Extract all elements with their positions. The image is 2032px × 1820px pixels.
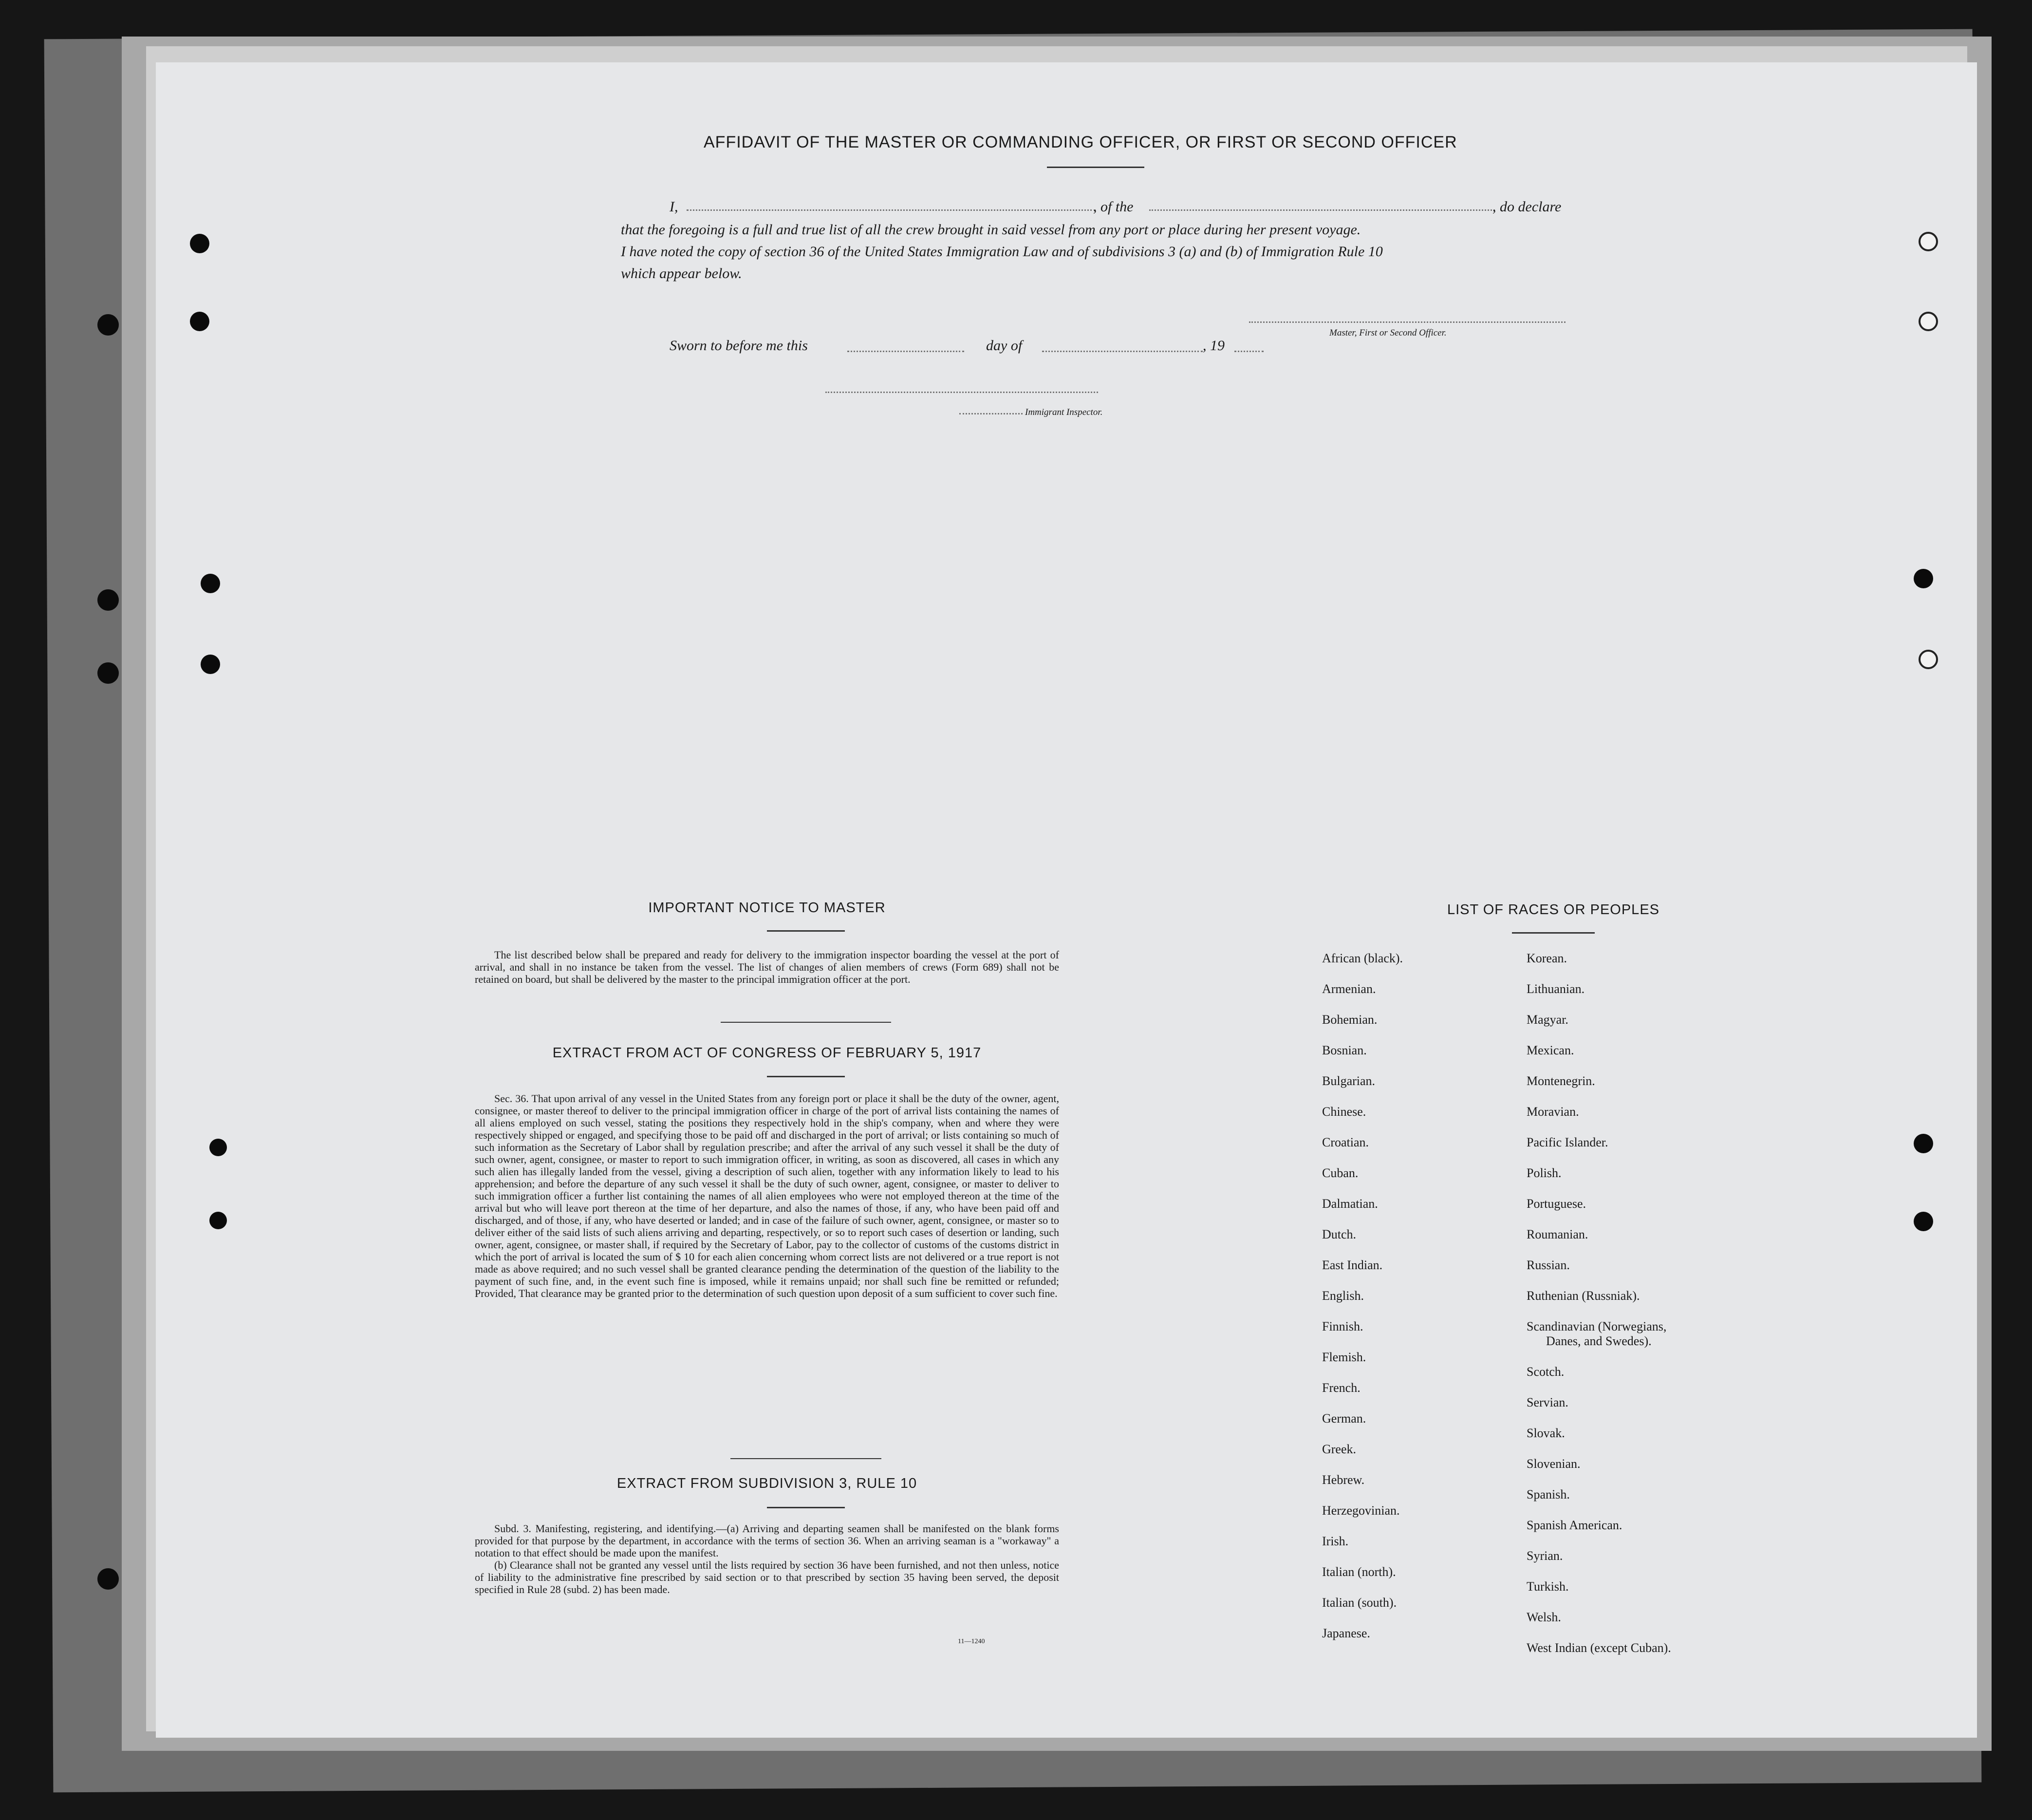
master-name-field[interactable]: [687, 209, 1096, 211]
race-item-left: Chinese.: [1322, 1105, 1366, 1119]
extract-rule-heading: EXTRACT FROM SUBDIVISION 3, RULE 10: [616, 1476, 917, 1491]
race-item-left: Herzegovinian.: [1322, 1503, 1400, 1518]
race-item-left: Bulgarian.: [1322, 1074, 1376, 1088]
inspector-signature-field[interactable]: [825, 392, 1098, 393]
race-item-right: Slovak.: [1527, 1426, 1565, 1440]
race-item-left: Bohemian.: [1322, 1013, 1378, 1027]
binder-hole: [1914, 569, 1933, 588]
race-item-right: Welsh.: [1527, 1610, 1561, 1624]
master-signature-field[interactable]: [1249, 321, 1566, 323]
binder-hole: [201, 574, 220, 593]
race-item-right: Danes, and Swedes).: [1546, 1334, 1652, 1348]
binder-hole: [1914, 1212, 1933, 1231]
race-item-left: English.: [1322, 1289, 1364, 1303]
extract-rule-text: [475, 1522, 1059, 1595]
affidavit-line-2: that the foregoing is a full and true list of all the crew brought in said vessel from any port or place during her present voyage.: [621, 222, 1361, 238]
day-of-label: day of: [986, 338, 1023, 354]
vessel-name-field[interactable]: [1149, 209, 1495, 211]
extract-act-text: Sec. 36. That upon arrival of any vessel in the United States from any foreign port or place it shall be the duty of the owner, agent, consignee, or master thereof to deliver to the principal immigration officer in charge of the port of arrival lists containing the names of all aliens employed on such vessel, stating the positions they respectively hold in the ship's company, when and where they were respectively shipped or engaged, and specifying those to be paid off and discharged in the port of arrival; or lists containing so much of such information as the Secretary of Labor shall by regulation prescribe; and after the arrival of any such vessel it shall be the duty of such owner, agent, consignee, or master to report to such immigration officer, in writing, as soon as discovered, all cases in which any such alien has illegally landed from the vessel, giving a description of such alien, together with any information likely to lead to his apprehension; and before the departure of any such vessel it shall be the duty of such owner, agent, consignee, or master to deliver to such immigration officer a further list containing the names of all alien employees who were not employed thereon at the time of the arrival but who will leave port thereon at the time of her departure, and also the names of those, if any, who have been paid off and discharged, and of those, if any, who have deserted or landed; and in case of the failure of such owner, agent, consignee, or master so to deliver either of the said lists of such aliens arriving and departing, respectively, or so to report such cases of desertion or landing, such owner, agent, consignee, or master shall, if required by the Secretary of Labor, pay to the collector of customs of the customs district in which the port of arrival is located the sum of $ 10 for each alien concerning whom correct lists are not delivered or a true report is not made as above required; and no such vessel shall be granted clearance pending the determination of the question of the liability to the payment of such fine, and, in the event such fine is imposed, while it remains unpaid; nor shall such fine be remitted or refunded; Provided, That clearance may be granted prior to the determination of such question upon deposit of a sum sufficient to cover such fine.: [475, 1092, 1059, 1299]
sworn-year-field[interactable]: [1234, 351, 1264, 352]
divider: [730, 1458, 881, 1459]
affidavit-declare-label: , do declare: [1492, 199, 1562, 215]
race-item-left: Irish.: [1322, 1534, 1349, 1548]
binder-hole: [1919, 232, 1938, 251]
binder-hole: [1914, 1134, 1933, 1153]
race-item-left: East Indian.: [1322, 1258, 1383, 1272]
divider: [1047, 167, 1144, 168]
binder-hole: [97, 314, 119, 336]
race-item-left: Dalmatian.: [1322, 1197, 1378, 1211]
divider: [721, 1022, 891, 1023]
binder-hole: [190, 312, 209, 331]
affidavit-of-label: , of the: [1093, 199, 1134, 215]
binder-hole: [190, 234, 209, 253]
divider: [767, 1076, 845, 1077]
affidavit-i-label: I,: [670, 199, 678, 215]
sworn-day-field[interactable]: [847, 351, 964, 352]
race-item-left: Hebrew.: [1322, 1473, 1365, 1487]
race-item-left: Cuban.: [1322, 1166, 1359, 1180]
binder-hole: [209, 1212, 227, 1229]
race-item-right: Korean.: [1527, 951, 1567, 965]
race-item-right: Polish.: [1527, 1166, 1562, 1180]
race-item-left: German.: [1322, 1411, 1366, 1426]
race-item-right: Montenegrin.: [1527, 1074, 1595, 1088]
race-item-right: Syrian.: [1527, 1549, 1563, 1563]
race-item-right: Spanish American.: [1527, 1518, 1622, 1532]
race-item-right: Scotch.: [1527, 1365, 1565, 1379]
race-item-right: West Indian (except Cuban).: [1527, 1641, 1671, 1655]
race-item-right: Servian.: [1527, 1395, 1568, 1409]
inspector-caption: Immigrant Inspector.: [1025, 407, 1103, 417]
affidavit-line-4: which appear below.: [621, 265, 742, 281]
race-item-right: Roumanian.: [1527, 1227, 1588, 1241]
binder-hole: [97, 1568, 119, 1590]
race-item-right: Lithuanian.: [1527, 982, 1585, 996]
race-item-right: Moravian.: [1527, 1105, 1579, 1119]
notice-heading: IMPORTANT NOTICE TO MASTER: [648, 900, 886, 916]
divider: [767, 930, 845, 932]
binder-hole: [97, 589, 119, 611]
divider: [767, 1507, 845, 1508]
race-item-right: Russian.: [1527, 1258, 1570, 1272]
notice-text: The list described below shall be prepared and ready for delivery to the immigration inspector boarding the vessel at the port of arrival, and shall in no instance be taken from the vessel. The list of changes of alien members of crews (Form 689) shall not be retained on board, but shall be delivered by the master to the principal immigration officer at the port.: [475, 949, 1059, 985]
sworn-label: Sworn to before me this: [670, 338, 808, 354]
race-item-left: French.: [1322, 1381, 1361, 1395]
race-item-left: Armenian.: [1322, 982, 1376, 996]
race-item-left: Finnish.: [1322, 1319, 1363, 1333]
binder-hole: [201, 655, 220, 674]
affidavit-title: AFFIDAVIT OF THE MASTER OR COMMANDING OFFICER, OR FIRST OR SECOND OFFICER: [704, 133, 1457, 151]
binder-hole: [1919, 312, 1938, 331]
race-item-left: Croatian.: [1322, 1135, 1369, 1149]
race-item-right: Ruthenian (Russniak).: [1527, 1289, 1640, 1303]
race-item-right: Scandinavian (Norwegians,: [1527, 1319, 1667, 1333]
race-item-left: Greek.: [1322, 1442, 1357, 1456]
race-item-left: Japanese.: [1322, 1626, 1370, 1640]
races-heading: LIST OF RACES OR PEOPLES: [1447, 902, 1660, 918]
race-item-right: Spanish.: [1527, 1487, 1570, 1501]
manifest-page: [156, 62, 1977, 1738]
race-item-left: Italian (north).: [1322, 1565, 1396, 1579]
race-item-left: Italian (south).: [1322, 1595, 1397, 1610]
race-item-left: Bosnian.: [1322, 1043, 1367, 1057]
race-item-left: African (black).: [1322, 951, 1403, 965]
master-signature-caption: Master, First or Second Officer.: [1329, 328, 1447, 338]
race-item-right: Magyar.: [1527, 1013, 1568, 1027]
extract-rule-para-b: (b) Clearance shall not be granted any vessel until the lists required by section 36 have been furnished, and not then unless, notice of liability to the administrative fine prescribed by said section or to that prescribed by section 35 having been served, the deposit specified in Rule 28 (subd. 2) has been made.: [475, 1559, 1059, 1595]
inspector-signature-field[interactable]: [959, 413, 1023, 414]
binder-hole: [97, 662, 119, 684]
race-item-right: Portuguese.: [1527, 1197, 1586, 1211]
divider: [1512, 932, 1595, 934]
race-item-right: Slovenian.: [1527, 1457, 1581, 1471]
race-item-right: Pacific Islander.: [1527, 1135, 1608, 1149]
race-item-left: Flemish.: [1322, 1350, 1366, 1364]
race-item-right: Turkish.: [1527, 1579, 1569, 1594]
binder-hole: [1919, 650, 1938, 669]
year-label: , 19: [1203, 338, 1225, 354]
extract-act-heading: EXTRACT FROM ACT OF CONGRESS OF FEBRUARY 5, 1917: [552, 1045, 982, 1061]
extract-rule-para-a: Subd. 3. Manifesting, registering, and identifying.—(a) Arriving and departing seamen shall be manifested on the blank forms provided for that purpose by the department, in accordance with the terms of section 36. When an arriving seaman is a "workaway" a notation to that effect should be made upon the manifest.: [475, 1522, 1059, 1559]
affidavit-line-3: I have noted the copy of section 36 of the United States Immigration Law and of subdivisions 3 (a) and (b) of Immigration Rule 10: [621, 244, 1383, 260]
race-item-right: Mexican.: [1527, 1043, 1574, 1057]
form-number: 11—1240: [958, 1638, 985, 1645]
sworn-month-field[interactable]: [1042, 351, 1203, 352]
binder-hole: [209, 1139, 227, 1156]
race-item-left: Dutch.: [1322, 1227, 1357, 1241]
